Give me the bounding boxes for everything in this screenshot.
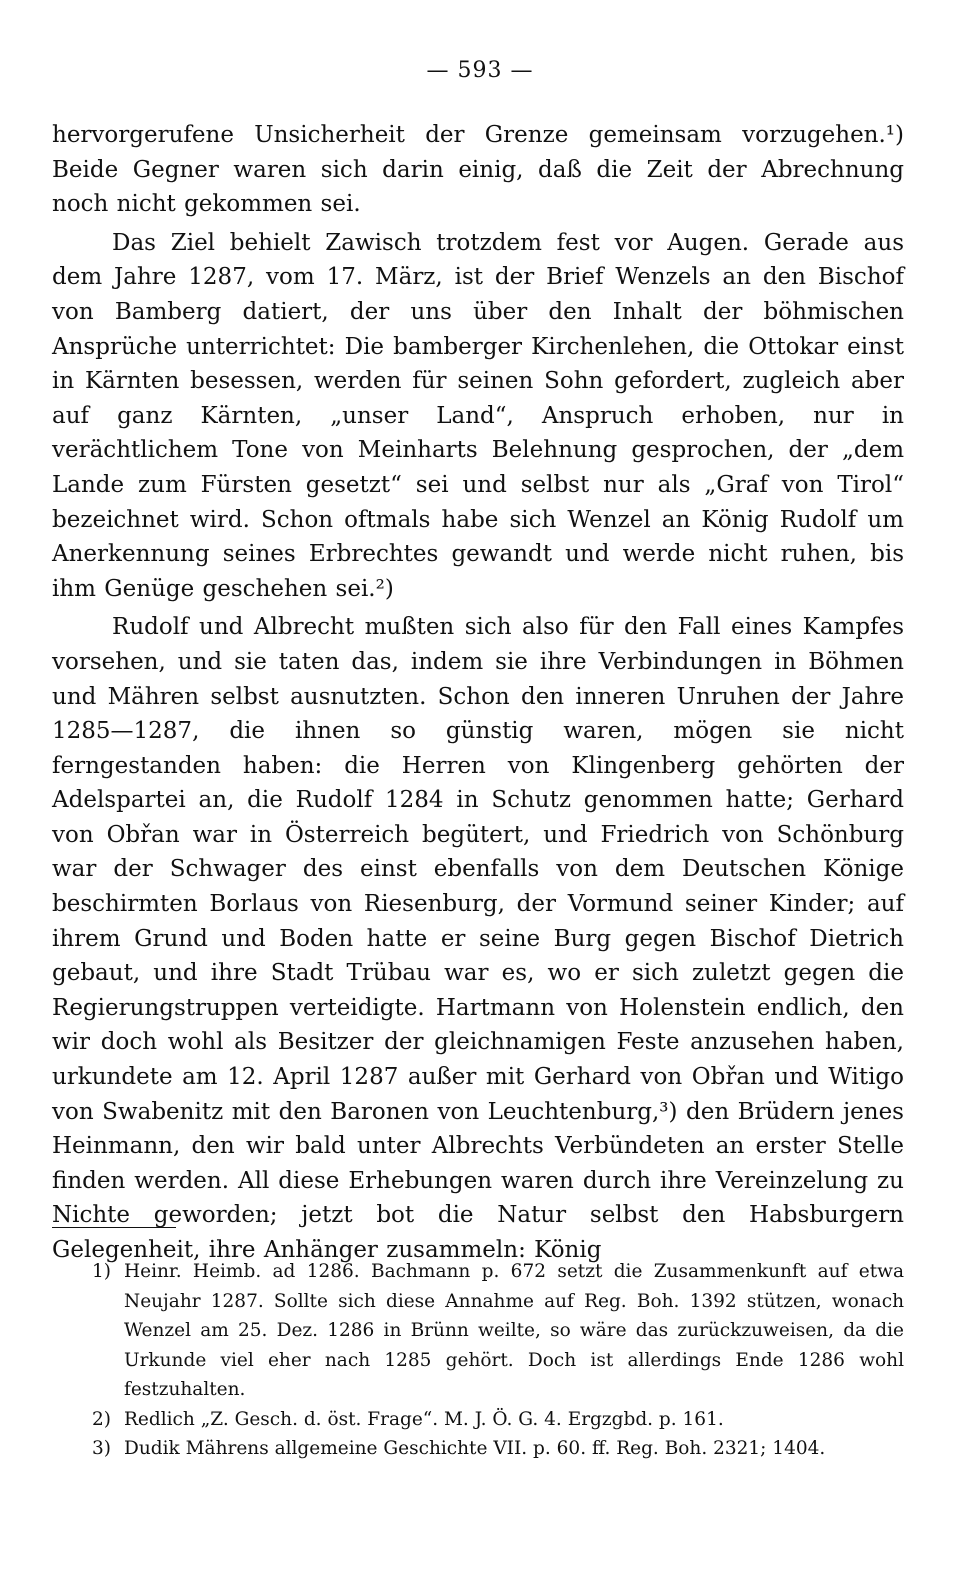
footnotes xyxy=(92,1257,904,1464)
footnote-1 xyxy=(92,1257,904,1405)
paragraph-2: Das Ziel behielt Zawisch trotzdem fest vor Augen. Gerade aus dem Jahre 1287, vom 17. März, ist der Brief Wenzels an den Bischof von Bamberg datiert, der uns über den Inhalt der böhmischen Ansprüche unterrichtet: Die bamberger Kirchenlehen, die Ottokar einst in Kärnten besessen, werden für seinen Sohn gefordert, zugleich aber auf ganz Kärnten, „unser Land“, Anspruch erhoben, nur in verächtlichem Tone von Meinharts Belehnung gesprochen, der „dem Lande zum Fürsten gesetzt“ sei und selbst nur als „Graf von Tirol“ bezeichnet wird. Schon oftmals habe sich Wenzel an König Rudolf um Anerkennung seines Erbrechtes gewandt und werde nicht ruhen, bis ihm Genüge geschehen sei.²) xyxy=(52,229,904,602)
footnote-text: Heinr. Heimb. ad 1286. Bachmann p. 672 setzt die Zusammenkunft auf etwa Neujahr 1287. Sollte sich diese Annahme auf Reg. Boh. 1392 stützen, wonach Wenzel am 25. Dez. 1286 in Brünn weilte, so wäre das zurückzuweisen, da die Urkunde viel eher nach 1285 gehört. Doch ist allerdings Ende 1286 wohl festzuhalten. xyxy=(124,1261,904,1400)
footnote-3 xyxy=(92,1434,904,1464)
footnote-number: 2) xyxy=(92,1408,111,1430)
footnote-number: 1) xyxy=(92,1261,111,1282)
footnote-divider xyxy=(52,1227,176,1228)
paragraph-3: Rudolf und Albrecht mußten sich also für den Fall eines Kampfes vorsehen, und sie taten das, indem sie ihre Verbindungen in Böhmen und Mähren selbst ausnutzten. Schon den inneren Unruhen der Jahre 1285—1287, die ihnen so günstig waren, mögen sie nicht ferngestanden haben: die Herren von Klingenberg gehörten der Adelspartei an, die Rudolf 1284 in Schutz genommen hatte; Gerhard von Obřan war in Österreich begütert, und Friedrich von Schönburg war der Schwager des einst ebenfalls von dem Deutschen Könige beschirmten Borlaus von Riesenburg, der Vormund seiner Kinder; auf ihrem Grund und Boden hatte er seine Burg gegen Bischof Dietrich gebaut, und ihre Stadt Trübau war es, wo er sich zuletzt gegen die Regierungstruppen verteidigte. Hartmann von Holenstein endlich, den wir doch wohl als Besitzer der gleichnamigen Feste anzusehen haben, urkundete am 12. April 1287 außer mit Gerhard von Obřan und Witigo von Swabenitz mit den Baronen von Leuchtenburg,³) den Brüdern jenes Heinmann, den wir bald unter Albrechts Verbündeten an erster Stelle finden werden. All diese Erhebungen waren durch ihre Vereinzelung zu Nichte geworden; jetzt bot die Natur selbst den Habsburgern Gelegenheit, ihre Anhänger zusammeln: König xyxy=(52,614,904,1263)
footnote-number: 3) xyxy=(92,1438,111,1459)
body-text xyxy=(52,118,904,1268)
footnote-text: Redlich „Z. Gesch. d. öst. Frage“. M. J. Ö. G. 4. Ergzgbd. p. 161. xyxy=(124,1408,724,1430)
page-number: — 593 — xyxy=(426,58,534,83)
paragraph-1: hervorgerufene Unsicherheit der Grenze gemeinsam vorzugehen.¹) Beide Gegner waren sich darin einig, daß die Zeit der Abrechnung noch nicht gekommen sei. xyxy=(52,122,904,218)
footnote-text: Dudik Mährens allgemeine Geschichte VII. p. 60. ff. Reg. Boh. 2321; 1404. xyxy=(124,1438,826,1459)
footnote-2 xyxy=(92,1405,904,1435)
